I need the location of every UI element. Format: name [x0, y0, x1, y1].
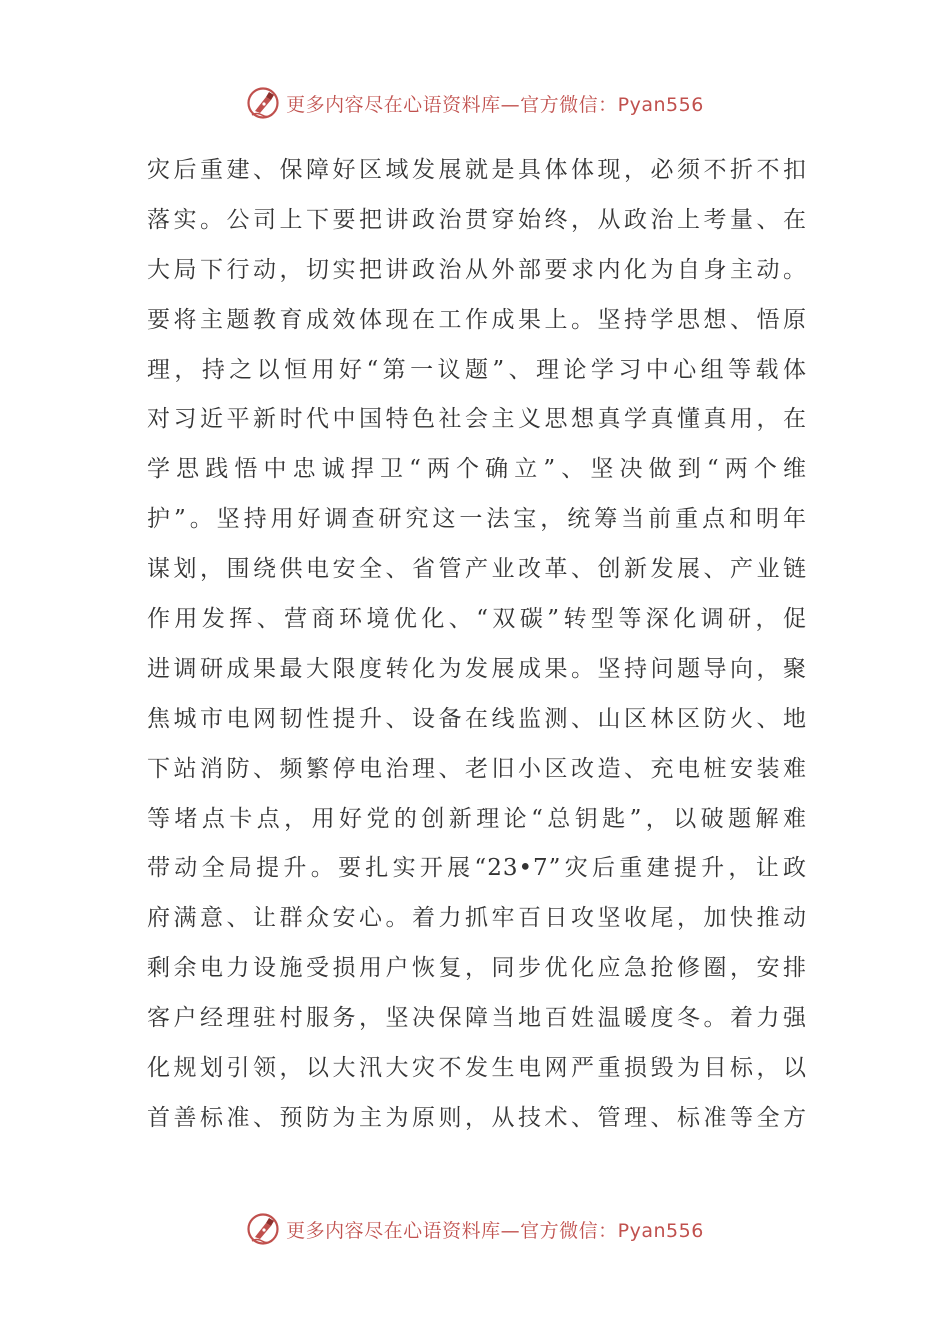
pen-nib-logo-icon: [246, 86, 280, 120]
body-line: 灾后重建、保障好区域发展就是具体体现，必须不折不扣: [147, 157, 807, 183]
body-line: 焦城市电网韧性提升、设备在线监测、山区林区防火、地: [147, 705, 807, 732]
body-line: 护”。坚持用好调查研究这一法宝，统筹当前重点和明年: [147, 506, 807, 533]
header-text: 更多内容尽在心语资料库—官方微信：Pyan556: [286, 93, 704, 116]
body-line: 化规划引领，以大汛大灾不发生电网严重损毁为目标，以: [147, 1055, 807, 1082]
body-line: 理，持之以恒用好“第一议题”、理论学习中心组等载体: [147, 356, 807, 383]
body-line: 学思践悟中忠诚捍卫“两个确立”、坚决做到“两个维: [147, 456, 807, 483]
body-line: 带动全局提升。要扎实开展“23•7”灾后重建提升，让政: [147, 855, 807, 882]
document-body: [147, 146, 807, 1144]
body-line: 剩余电力设施受损用户恢复，同步优化应急抢修圈，安排: [147, 955, 807, 982]
body-line: 落实。公司上下要把讲政治贯穿始终，从政治上考量、在: [147, 206, 807, 233]
body-line: 下站消防、频繁停电治理、老旧小区改造、充电桩安装难: [147, 755, 807, 782]
body-line: 要将主题教育成效体现在工作成果上。坚持学思想、悟原: [147, 306, 807, 333]
body-line: 府满意、让群众安心。着力抓牢百日攻坚收尾，加快推动: [147, 905, 807, 932]
body-line: 大局下行动，切实把讲政治从外部要求内化为自身主动。: [147, 256, 807, 283]
body-line: 首善标准、预防为主为原则，从技术、管理、标准等全方: [147, 1104, 807, 1131]
body-line: 作用发挥、营商环境优化、“双碳”转型等深化调研，促: [147, 606, 807, 633]
body-line: 等堵点卡点，用好党的创新理论“总钥匙”，以破题解难: [147, 805, 807, 832]
header-banner: [0, 81, 950, 125]
pen-nib-logo-icon: [246, 1212, 280, 1246]
body-line: 客户经理驻村服务，坚决保障当地百姓温暖度冬。着力强: [147, 1005, 807, 1032]
body-line: 进调研成果最大限度转化为发展成果。坚持问题导向，聚: [147, 655, 807, 682]
body-line: 谋划，围绕供电安全、省管产业改革、创新发展、产业链: [147, 556, 807, 583]
footer-text: 更多内容尽在心语资料库—官方微信：Pyan556: [286, 1219, 704, 1242]
body-line: 对习近平新时代中国特色社会主义思想真学真懂真用，在: [147, 406, 807, 433]
footer-banner: [0, 1207, 950, 1251]
